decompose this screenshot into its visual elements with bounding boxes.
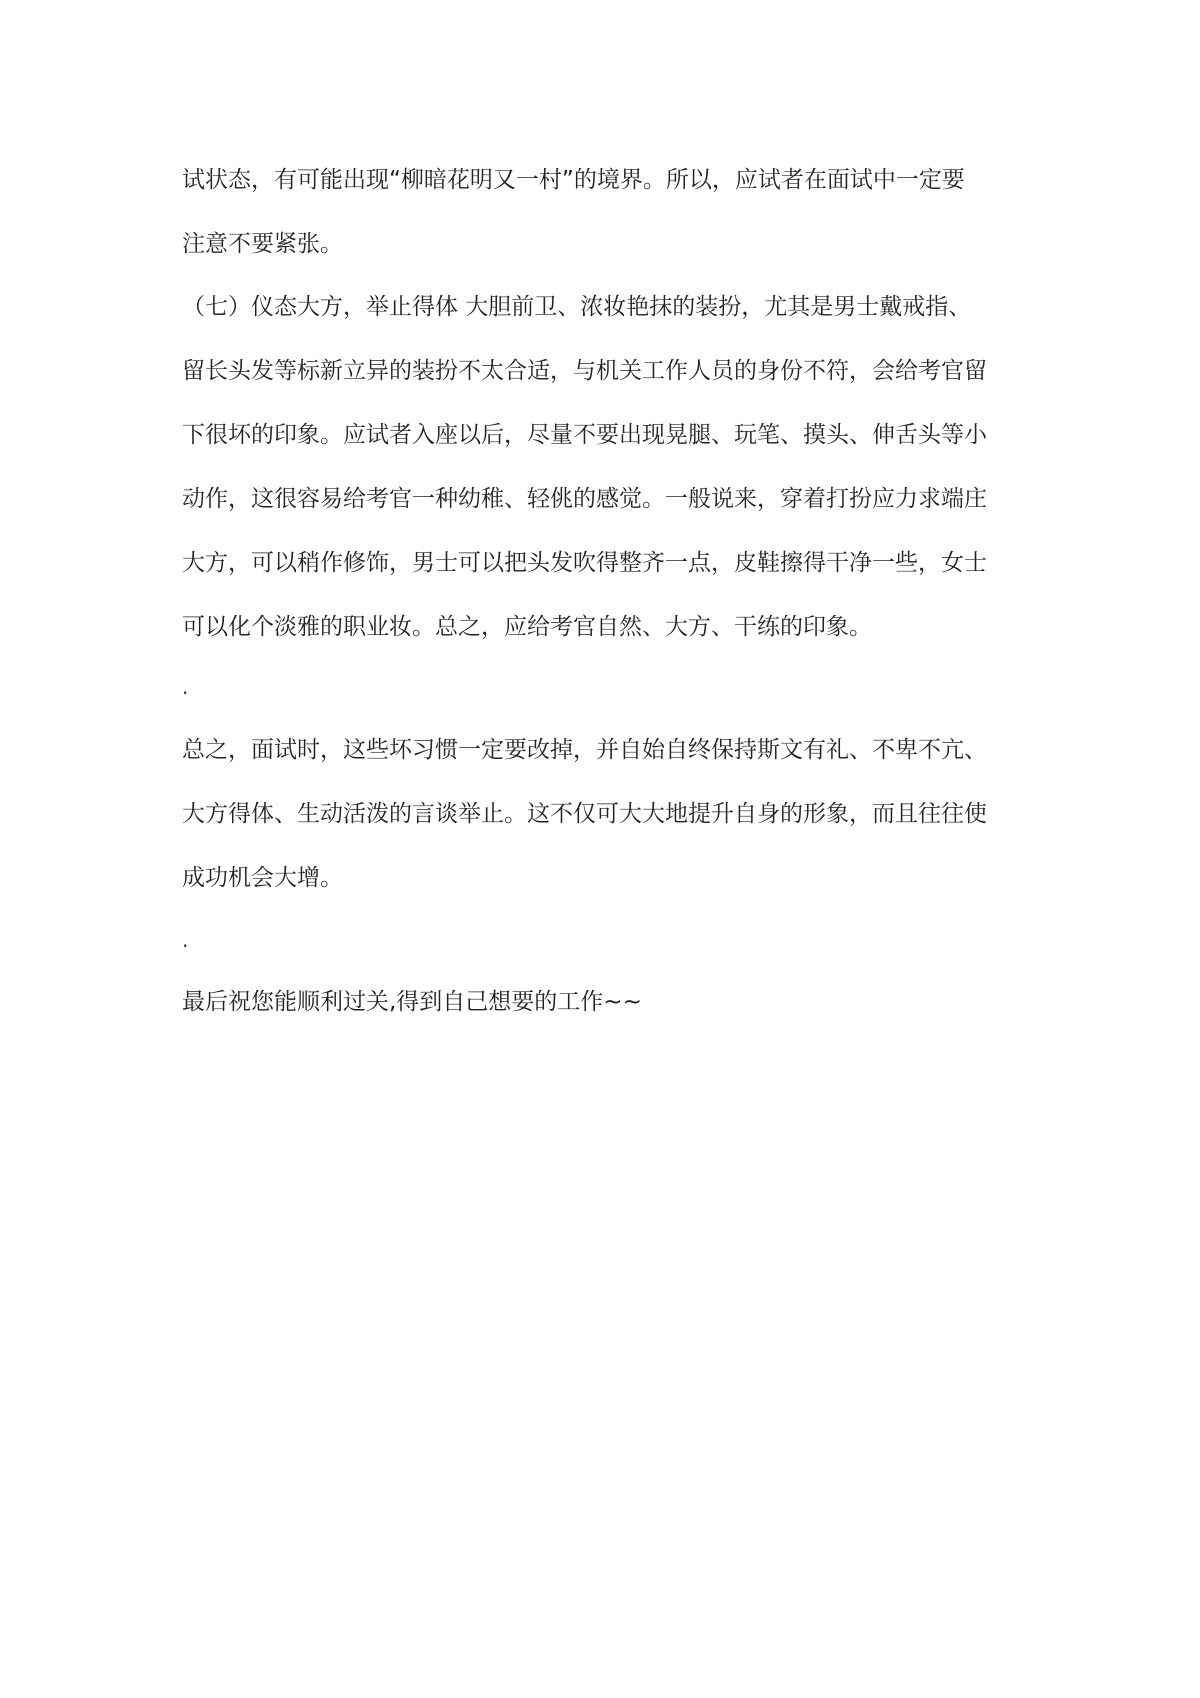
text-line: 试状态，有可能出现“柳暗花明又一村”的境界。所以，应试者在面试中一定要 xyxy=(182,167,965,193)
text-line: 可以化个淡雅的职业妆。总之，应给考官自然、大方、干练的印象。 xyxy=(182,614,872,640)
text-line: 总之，面试时，这些坏习惯一定要改掉，并自始自终保持斯文有礼、不卑不亢、 xyxy=(182,737,987,763)
separator-dot-text: . xyxy=(182,928,189,952)
text-line: 留长头发等标新立异的装扮不太合适，与机关工作人员的身份不符，会给考官留 xyxy=(182,358,987,384)
paragraph-demeanor xyxy=(182,275,1032,659)
text-line: 大方，可以稍作修饰，男士可以把头发吹得整齐一点，皮鞋擦得干净一些，女士 xyxy=(182,550,987,576)
closing-text: 最后祝您能顺利过关,得到自己想要的工作~~ xyxy=(182,989,642,1015)
text-line: （七）仪态大方，举止得体 大胆前卫、浓妆艳抹的装扮，尤其是男士戴戒指、 xyxy=(182,294,972,320)
separator-dot xyxy=(182,655,1032,719)
separator-dot xyxy=(182,908,1032,972)
paragraph-summary xyxy=(182,718,1032,910)
text-line: 大方得体、生动活泼的言谈举止。这不仅可大大地提升自身的形象，而且往往使 xyxy=(182,801,987,827)
text-line: 动作，这很容易给考官一种幼稚、轻佻的感觉。一般说来，穿着打扮应力求端庄 xyxy=(182,486,987,512)
separator-dot-text: . xyxy=(182,675,189,699)
text-line: 下很坏的印象。应试者入座以后，尽量不要出现晃腿、玩笔、摸头、伸舌头等小 xyxy=(182,422,987,448)
text-line: 成功机会大增。 xyxy=(182,865,343,891)
text-line: 注意不要紧张。 xyxy=(182,231,343,257)
closing-wish xyxy=(182,970,1032,1034)
paragraph-interview-state xyxy=(182,148,1032,276)
